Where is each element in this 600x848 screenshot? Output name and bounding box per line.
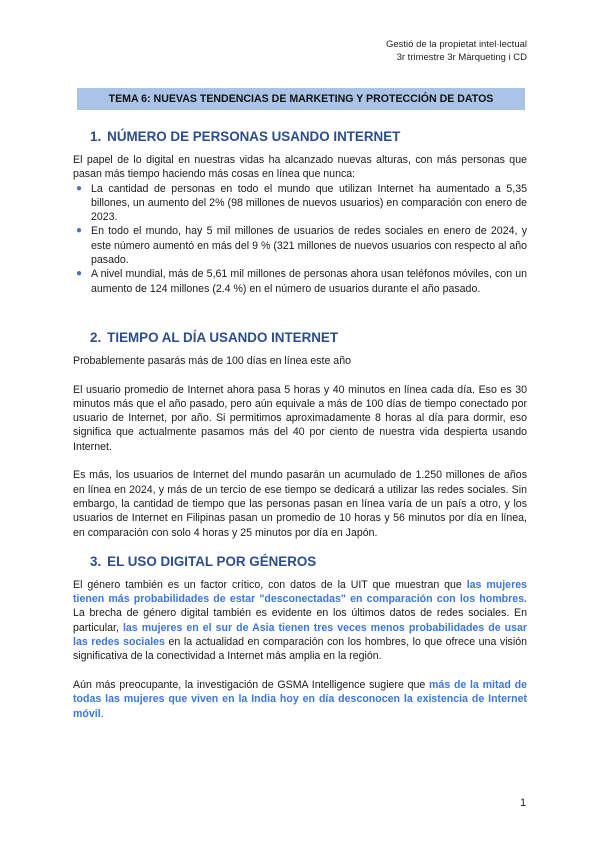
- page-number: 1: [520, 797, 526, 809]
- section-2-title: TIEMPO AL DÍA USANDO INTERNET: [107, 329, 339, 345]
- bullet-icon: ●: [76, 182, 83, 194]
- section-1-number: 1.: [90, 129, 102, 144]
- list-item: ● A nivel mundial, más de 5,61 mil millones de personas ahora usan teléfonos móviles, con un aumento de 124 millones (2.4 %) en el número de usuarios durante el año pasado.: [76, 268, 527, 295]
- section-3-heading: [90, 553, 527, 570]
- section-1-heading: [90, 128, 527, 145]
- bullet-icon: ●: [76, 268, 83, 280]
- section-2-number: 2.: [90, 329, 102, 345]
- section-1-intro: El papel de lo digital en nuestras vidas ha alcanzado nuevas alturas, con más personas que pasan más tiempo haciendo más cosas en línea que nunca:: [73, 154, 527, 181]
- section-1-title: NÚMERO DE PERSONAS USANDO INTERNET: [107, 129, 401, 144]
- header-course-title: Gestió de la propietat intel·lectual: [386, 39, 527, 50]
- list-item: ● La cantidad de personas en todo el mundo que utilizan Internet ha aumentado a 5,35 billones, un aumento del 2% (98 millones de nuevos usuarios) en comparación con enero de 2023.: [76, 182, 527, 224]
- section-2-subtitle: Probablemente pasarás más de 100 días en línea este año: [73, 354, 351, 367]
- section-1-bullet-list: [73, 182, 527, 296]
- section-3-title: EL USO DIGITAL POR GÉNEROS: [107, 553, 317, 569]
- section-3-paragraph-2: Aún más preocupante, la investigación de GSMA Intelligence sugiere que más de la mitad de todas las mujeres que viven en la India hoy en día desconocen la existencia de Internet móvil.: [73, 678, 527, 720]
- document-header: [386, 38, 527, 64]
- highlight-text: más de la mitad de todas las mujeres que viven en la India hoy en día desconocen la existencia de Internet móvil: [73, 678, 527, 720]
- topic-banner: TEMA 6: NUEVAS TENDENCIAS DE MARKETING Y PROTECCIÓN DE DATOS: [77, 88, 525, 110]
- header-course-term: 3r trimestre 3r Màrqueting i CD: [396, 52, 527, 63]
- bullet-icon: ●: [76, 225, 83, 237]
- highlight-text: las mujeres en el sur de Asia tienen tres veces menos probabilidades de usar las redes sociales: [73, 621, 527, 649]
- section-3-paragraph-1: El género también es un factor crítico, con datos de la UIT que muestran que las mujeres tienen más probabilidades de estar "desconectadas" en comparación con los hombres. La brecha de género digital también es evidente en los últimos datos de redes sociales. En particular, las mujeres en el sur de Asia tienen tres veces menos probabilidades de usar las redes sociales en la actualidad en comparación con los hombres, lo que ofrece una visión significativa de la conectividad a Internet más amplia en la región.: [73, 578, 527, 663]
- section-2-heading: [90, 329, 527, 346]
- document-body: [73, 128, 527, 721]
- section-2-paragraph-1: El usuario promedio de Internet ahora pasa 5 horas y 40 minutos en línea cada día. Eso es 30 minutos más que el año pasado, pero aún equivale a más de 100 días de tiempo conectado por usuario de Internet, por año. Si permitimos aproximadamente 8 horas al día para dormir, eso significa que actualmente pasamos más del 40 por ciento de nuestra vida despierta usando Internet.: [73, 383, 527, 453]
- highlight-text: las mujeres tienen más probabilidades de estar "desconectadas" en comparación con los hombres.: [73, 578, 527, 606]
- list-item: ● En todo el mundo, hay 5 mil millones de usuarios de redes sociales en enero de 2024, y este número aumentó en más del 9 % (321 millones de nuevos usuarios con respecto al año pasado.: [76, 225, 527, 267]
- section-2-paragraph-2: Es más, los usuarios de Internet del mundo pasarán un acumulado de 1.250 millones de años en línea en 2024, y más de un tercio de ese tiempo se dedicará a utilizar las redes sociales. Sin embargo, la cantidad de tiempo que las personas pasan en línea varía de un país a otro, y los usuarios de Internet en Filipinas pasan un promedio de 10 horas y 56 minutos por día en línea, en comparación con solo 4 horas y 25 minutos por día en Japón.: [73, 469, 527, 539]
- section-3-number: 3.: [90, 553, 102, 569]
